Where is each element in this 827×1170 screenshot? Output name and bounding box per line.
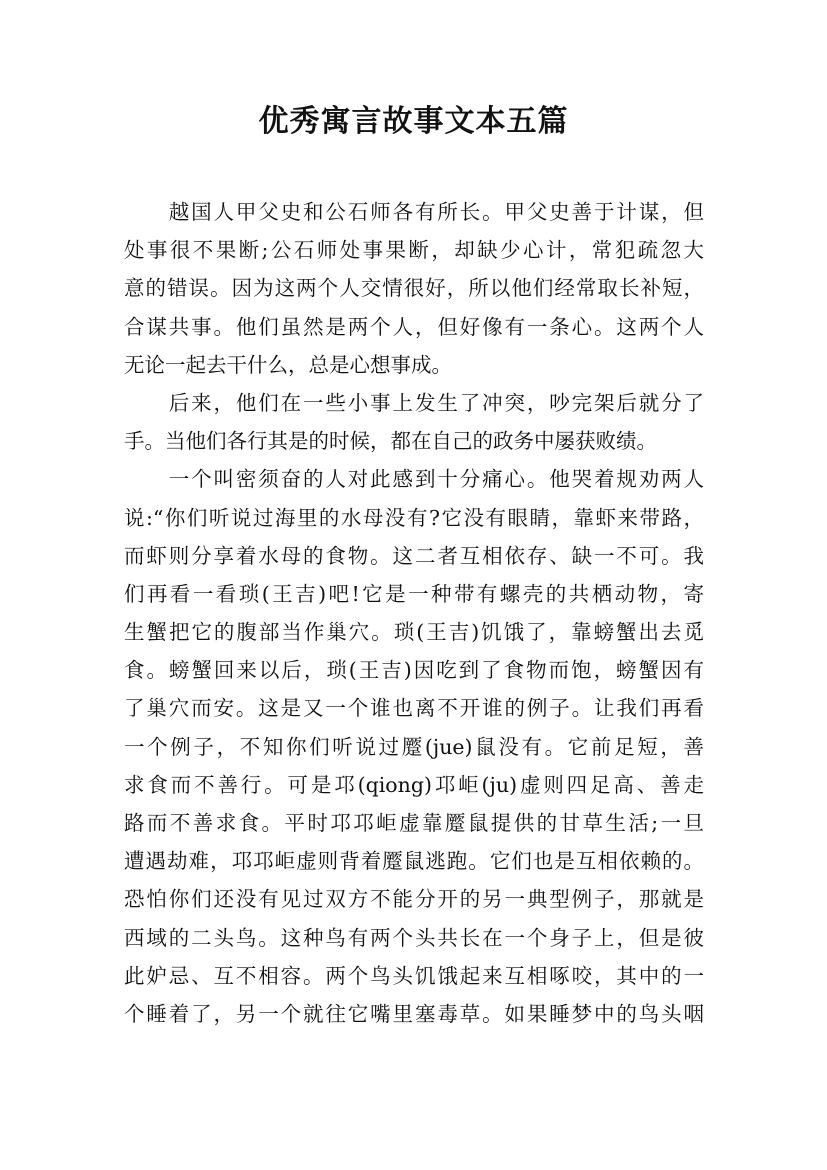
text-line: 而虾则分享着水母的食物。这二者互相依存、缺一不可。我 bbox=[124, 543, 704, 568]
text-line: 后来，他们在一些小事上发生了冲突，吵完架后就分了 bbox=[124, 390, 704, 415]
text-line: 西域的二头鸟。这种鸟有两个头共长在一个身子上，但是彼 bbox=[124, 925, 704, 950]
text-line: 了巢穴而安。这是又一个谁也离不开谁的例子。让我们再看 bbox=[124, 696, 704, 721]
text-line: 意的错误。因为这两个人交情很好，所以他们经常取长补短， bbox=[124, 276, 704, 301]
text-line: 一个叫密须奋的人对此感到十分痛心。他哭着规劝两人 bbox=[124, 467, 704, 492]
text-line: 路而不善求食。平时邛邛岠虚靠蹷鼠提供的甘草生活;一旦 bbox=[124, 811, 704, 835]
text-line: 无论一起去干什么，总是心想事成。 bbox=[124, 352, 452, 377]
text-line: 此妒忌、互不相容。两个鸟头饥饿起来互相啄咬，其中的一 bbox=[124, 963, 704, 988]
document-body bbox=[124, 193, 704, 1033]
text-line: 们再看一看琐(王吉)吧!它是一种带有螺壳的共栖动物，寄 bbox=[124, 581, 704, 606]
text-line: 越国人甲父史和公石师各有所长。甲父史善于计谋，但 bbox=[124, 200, 704, 224]
text-line: 手。当他们各行其是的时候，都在自己的政务中屡获败绩。 bbox=[124, 429, 657, 454]
text-line: 处事很不果断;公石师处事果断，却缺少心计，常犯疏忽大 bbox=[124, 238, 704, 263]
text-line: 说:“你们听说过海里的水母没有?它没有眼睛，靠虾来带路， bbox=[124, 505, 704, 530]
text-line: 一个例子，不知你们听说过蹷(jue)鼠没有。它前足短，善 bbox=[124, 734, 704, 759]
text-line: 生蟹把它的腹部当作巢穴。琐(王吉)饥饿了，靠螃蟹出去觅 bbox=[124, 620, 704, 645]
text-line: 合谋共事。他们虽然是两个人，但好像有一条心。这两个人 bbox=[124, 314, 704, 339]
text-line: 个睡着了，另一个就往它嘴里塞毒草。如果睡梦中的鸟头咽 bbox=[124, 1001, 704, 1026]
text-line: 恐怕你们还没有见过双方不能分开的另一典型例子，那就是 bbox=[124, 887, 704, 912]
text-line: 求食而不善行。可是邛(qiong)邛岠(ju)虚则四足高、善走 bbox=[124, 772, 704, 797]
document-title: 优秀寓言故事文本五篇 bbox=[258, 104, 569, 139]
text-line: 遭遇劫难，邛邛岠虚则背着蹷鼠逃跑。它们也是互相依赖的。 bbox=[124, 849, 704, 874]
text-line: 食。螃蟹回来以后，琐(王吉)因吃到了食物而饱，螃蟹因有 bbox=[124, 658, 704, 683]
